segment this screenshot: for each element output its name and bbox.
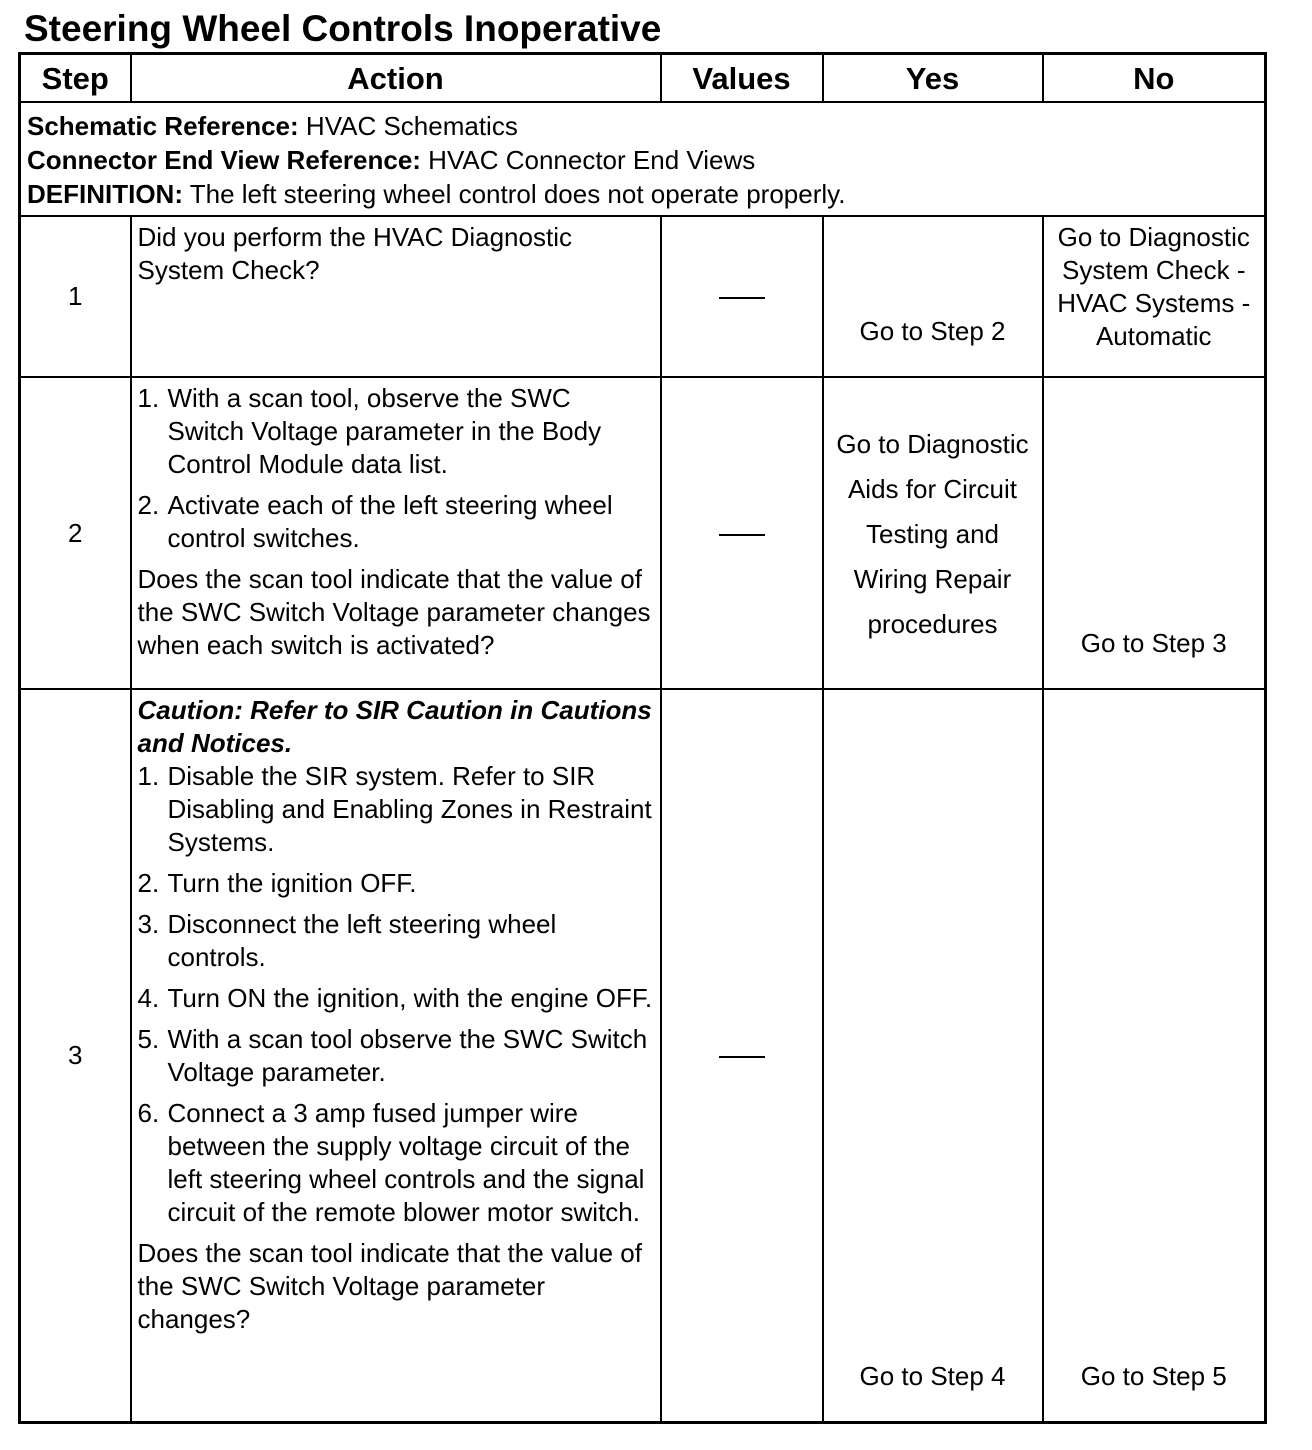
values-cell — [661, 216, 823, 377]
list-item: 6. Connect a 3 amp fused jumper wire between the supply voltage circuit of the left steering wheel controls and the signal circuit of the remote blower motor switch. — [137, 1098, 645, 1227]
schematic-reference: Schematic Reference: HVAC Schematics — [27, 111, 518, 141]
step-number: 3 — [20, 689, 131, 1422]
definition: DEFINITION: The left steering wheel control does not operate properly. — [27, 179, 846, 209]
reference-row — [20, 102, 1266, 216]
list-item: 4. Turn ON the ignition, with the engine OFF. — [137, 983, 653, 1013]
dash-mark — [719, 297, 765, 299]
question-text: Does the scan tool indicate that the value of the SWC Switch Voltage parameter changes? — [137, 1238, 642, 1334]
table-row — [20, 377, 1266, 689]
action-cell — [131, 689, 661, 1422]
no-cell: Go to Step 3 — [1043, 377, 1266, 689]
action-cell — [131, 216, 661, 377]
header-action: Action — [131, 54, 661, 103]
values-cell — [661, 689, 823, 1422]
no-cell: Go to Step 5 — [1043, 689, 1266, 1422]
list-item: 5. With a scan tool observe the SWC Switch Voltage parameter. — [137, 1024, 648, 1087]
yes-cell: Go to Diagnostic Aids for Circuit Testing and Wiring Repair procedures — [823, 377, 1043, 689]
list-item: 1. With a scan tool, observe the SWC Switch Voltage parameter in the Body Control Module data list. — [137, 383, 602, 479]
list-item: 1. Disable the SIR system. Refer to SIR Disabling and Enabling Zones in Restraint Systems. — [137, 761, 652, 857]
step-number: 1 — [20, 216, 131, 377]
action-cell — [131, 377, 661, 689]
yes-cell: Go to Step 4 — [823, 689, 1043, 1422]
header-row — [20, 54, 1266, 103]
step-number: 2 — [20, 377, 131, 689]
header-no: No — [1043, 54, 1266, 103]
header-values: Values — [661, 54, 823, 103]
page-title: Steering Wheel Controls Inoperative — [24, 8, 662, 49]
list-item: 2. Activate each of the left steering wheel control switches. — [137, 490, 613, 553]
list-item: 3. Disconnect the left steering wheel controls. — [137, 909, 557, 972]
list-item: 2. Turn the ignition OFF. — [137, 868, 417, 898]
instruction-list — [138, 760, 654, 1229]
question-text: Does the scan tool indicate that the value of the SWC Switch Voltage parameter changes when each switch is activated? — [137, 564, 651, 660]
header-yes: Yes — [823, 54, 1043, 103]
dash-mark — [719, 1056, 765, 1058]
table-row — [20, 689, 1266, 1422]
question-text: Did you perform the HVAC Diagnostic System Check? — [137, 222, 572, 285]
caution-note: Caution: Refer to SIR Caution in Cautions and Notices. — [137, 695, 652, 758]
dash-mark — [719, 534, 765, 536]
diagnostic-table — [18, 52, 1267, 1424]
values-cell — [661, 377, 823, 689]
table-row — [20, 216, 1266, 377]
yes-cell: Go to Step 2 — [823, 216, 1043, 377]
connector-reference: Connector End View Reference: HVAC Connector End Views — [27, 145, 756, 175]
instruction-list — [138, 382, 654, 555]
header-step: Step — [20, 54, 131, 103]
no-cell: Go to Diagnostic System Check - HVAC Systems - Automatic — [1043, 216, 1266, 377]
